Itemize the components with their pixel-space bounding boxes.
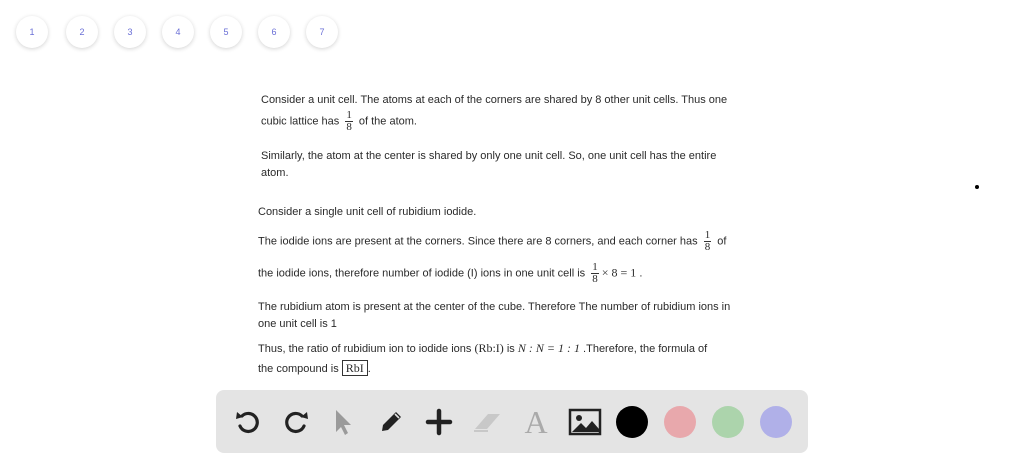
color-green-swatch[interactable]: [712, 406, 744, 438]
page-button-7[interactable]: 7: [306, 16, 338, 48]
text-icon: A: [524, 403, 548, 440]
select-tool-button[interactable]: [322, 402, 362, 442]
eraser-icon: [471, 407, 503, 437]
undo-icon: [233, 407, 263, 437]
paragraph-4-line-1: [258, 230, 748, 253]
math-expression: N : N = 1 : 1: [517, 341, 580, 355]
page-button-4[interactable]: 4: [162, 16, 194, 48]
fraction-numerator: 1: [346, 109, 352, 121]
drawing-toolbar: [216, 390, 808, 453]
text-span: .: [367, 363, 371, 375]
fraction-numerator: 1: [592, 261, 598, 273]
text-span: the iodide ions, therefore number of iodide (I) ions in one unit cell is: [258, 267, 586, 280]
page-button-5[interactable]: 5: [210, 16, 242, 48]
pencil-icon: [376, 407, 406, 437]
paragraph-2-line-2: atom.: [261, 167, 289, 179]
boxed-answer: RbI: [342, 360, 368, 376]
text-span: cubic lattice has: [261, 115, 340, 128]
paragraph-5-line-2: one unit cell is 1: [258, 318, 337, 330]
image-tool-button[interactable]: [565, 402, 605, 442]
page-button-2[interactable]: 2: [66, 16, 98, 48]
paragraph-6-line-2: [258, 360, 748, 378]
fraction-one-eighth: [345, 110, 353, 133]
paragraph-1-line-2: [261, 110, 751, 133]
paragraph-6-line-1: [258, 340, 748, 358]
page-button-1[interactable]: 1: [16, 16, 48, 48]
paragraph-1-line-1: Consider a unit cell. The atoms at each of the corners are shared by 8 other unit cells. Thus one: [261, 94, 728, 106]
fraction-denominator: 8: [592, 273, 598, 285]
fraction-numerator: 1: [704, 229, 711, 241]
fraction-one-eighth: [704, 230, 712, 253]
paragraph-3: Consider a single unit cell of rubidium iodide.: [258, 206, 477, 218]
undo-button[interactable]: [228, 402, 268, 442]
fraction-one-eighth: [591, 262, 599, 285]
text-span: the compound is: [258, 363, 339, 375]
color-red-swatch[interactable]: [664, 406, 696, 438]
text-tool-button[interactable]: [516, 402, 556, 442]
add-button[interactable]: [419, 402, 459, 442]
pencil-tool-button[interactable]: [371, 402, 411, 442]
page-button-3[interactable]: 3: [114, 16, 146, 48]
page-button-6[interactable]: 6: [258, 16, 290, 48]
fraction-denominator: 8: [346, 121, 352, 133]
redo-button[interactable]: [276, 402, 316, 442]
fraction-denominator: 8: [704, 241, 711, 253]
text-span: is: [506, 343, 515, 355]
paragraph-4-line-2: [258, 262, 748, 285]
text-span: of: [717, 235, 727, 248]
redo-icon: [281, 407, 311, 437]
text-span: Thus, the ratio of rubidium ion to iodide ions: [258, 343, 472, 355]
plus-icon: [424, 407, 454, 437]
pointer-icon: [327, 407, 357, 437]
text-span: of the atom.: [358, 115, 417, 128]
ratio-expression: (Rb:I): [474, 341, 504, 355]
image-icon: [568, 407, 602, 437]
paragraph-5-line-1: The rubidium atom is present at the center of the cube. Therefore The number of rubidium ions in: [258, 301, 731, 313]
math-expression: × 8 = 1: [601, 265, 637, 280]
color-purple-swatch[interactable]: [760, 406, 792, 438]
eraser-tool-button[interactable]: [467, 402, 507, 442]
color-black-swatch[interactable]: [616, 406, 648, 438]
text-span: The iodide ions are present at the corners. Since there are 8 corners, and each corner has: [258, 235, 698, 248]
text-span: .: [639, 267, 643, 280]
paragraph-2-line-1: Similarly, the atom at the center is shared by only one unit cell. So, one unit cell has the entire: [261, 150, 717, 162]
text-span: .Therefore, the formula of: [583, 343, 708, 355]
cursor-dot: [975, 185, 979, 189]
